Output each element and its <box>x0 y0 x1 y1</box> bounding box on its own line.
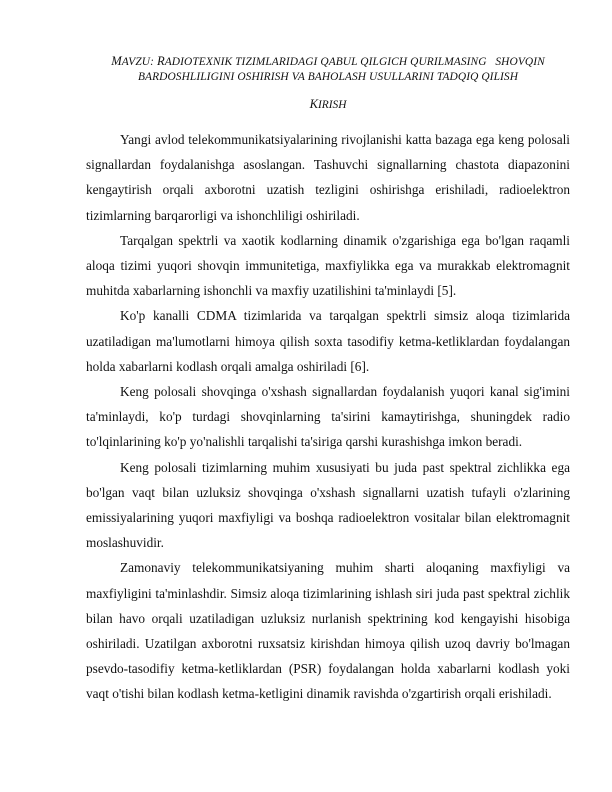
paragraph: Zamonaviy telekommunikatsiyaning muhim sharti aloqaning maxfiyligi va maxfiyligini ta'minlashdir. Simsiz aloqa tizimlarining ishlash siri juda past spektral zichlik bilan havo orqali uzatiladigan uzluksiz nurlanish spektrining kod kengayishi hisobiga oshiriladi. Uzatilgan axborotni ruxsatsiz kirishdan himoya qilish uzoq davriy bo'lmagan psevdo-tasodifiy ketma-ketliklardan (PSR) foydalangan holda xabarlarni kodlash yoki vaqt o'tishi bilan kodlash ketma-ketligini dinamik ravishda o'zgartirish orqali erishiladi. <box>86 560 570 702</box>
title-initial-r: R <box>156 54 165 68</box>
body-text <box>86 127 570 707</box>
section-heading <box>86 97 570 112</box>
heading-initial: K <box>309 97 318 111</box>
title-line-1 <box>86 54 570 70</box>
document-title <box>86 54 570 85</box>
paragraph: Keng polosali shovqinga o'xshash signallardan foydalanish yuqori kanal sig'imini ta'minlaydi, ko'p turdagi shovqinlarning ta'sirini kamaytirishga, shuningdek radio to'lqinlarining ko'p yo'nalishli tarqalishi ta'siriga qarshi kurashishga imkon beradi. <box>86 384 570 450</box>
paragraph: Yangi avlod telekommunikatsiyalarining rivojlanishi katta bazaga ega keng polosali signallardan foydalanishga asoslangan. Tashuvchi signallarning chastota diapazonini kengaytirish orqali axborotni uzatish tezligini oshirishga erishiladi, radioelektron tizimlarning barqarorligi va ishonchliligi oshiriladi. <box>86 132 570 223</box>
paragraph: Ko'p kanalli CDMA tizimlarida va tarqalgan spektrli simsiz aloqa tizimlarida uzatiladigan ma'lumotlarni himoya qilish soxta tasodifiy ketma-ketliklardan foydalangan holda xabarlarni kodlash orqali amalga oshiriladi [6]. <box>86 308 570 374</box>
title-line-2: BARDOSHLILIGINI OSHIRISH VA BAHOLASH USULLARINI TADQIQ QILISH <box>137 71 519 83</box>
title-initial-m: M <box>111 54 122 68</box>
heading-rest: IRISH <box>317 99 347 111</box>
title-line-1-rest: ADIOTEXNIK TIZIMLARIDAGI QABUL QILGICH QURILMASING SHOVQIN <box>164 56 545 68</box>
paragraph: Keng polosali tizimlarning muhim xususiyati bu juda past spektral zichlikka ega bo'lgan vaqt bilan uzluksiz shovqinga o'xshash signallarni uzatish tufayli o'zlarining emissiyalarining yuqori maxfiyligi va boshqa radioelektron vositalar bilan elektromagnit moslashuvidir. <box>86 459 570 551</box>
title-prefix-rest: AVZU: <box>121 56 157 68</box>
paragraph: Tarqalgan spektrli va xaotik kodlarning dinamik o'zgarishiga ega bo'lgan raqamli aloqa tizimi yuqori shovqin immunitetiga, maxfiylikka ega va murakkab elektromagnit muhitda xabarlarning ishonchli va maxfiy uzatilishini ta'minlaydi [5]. <box>86 232 570 299</box>
